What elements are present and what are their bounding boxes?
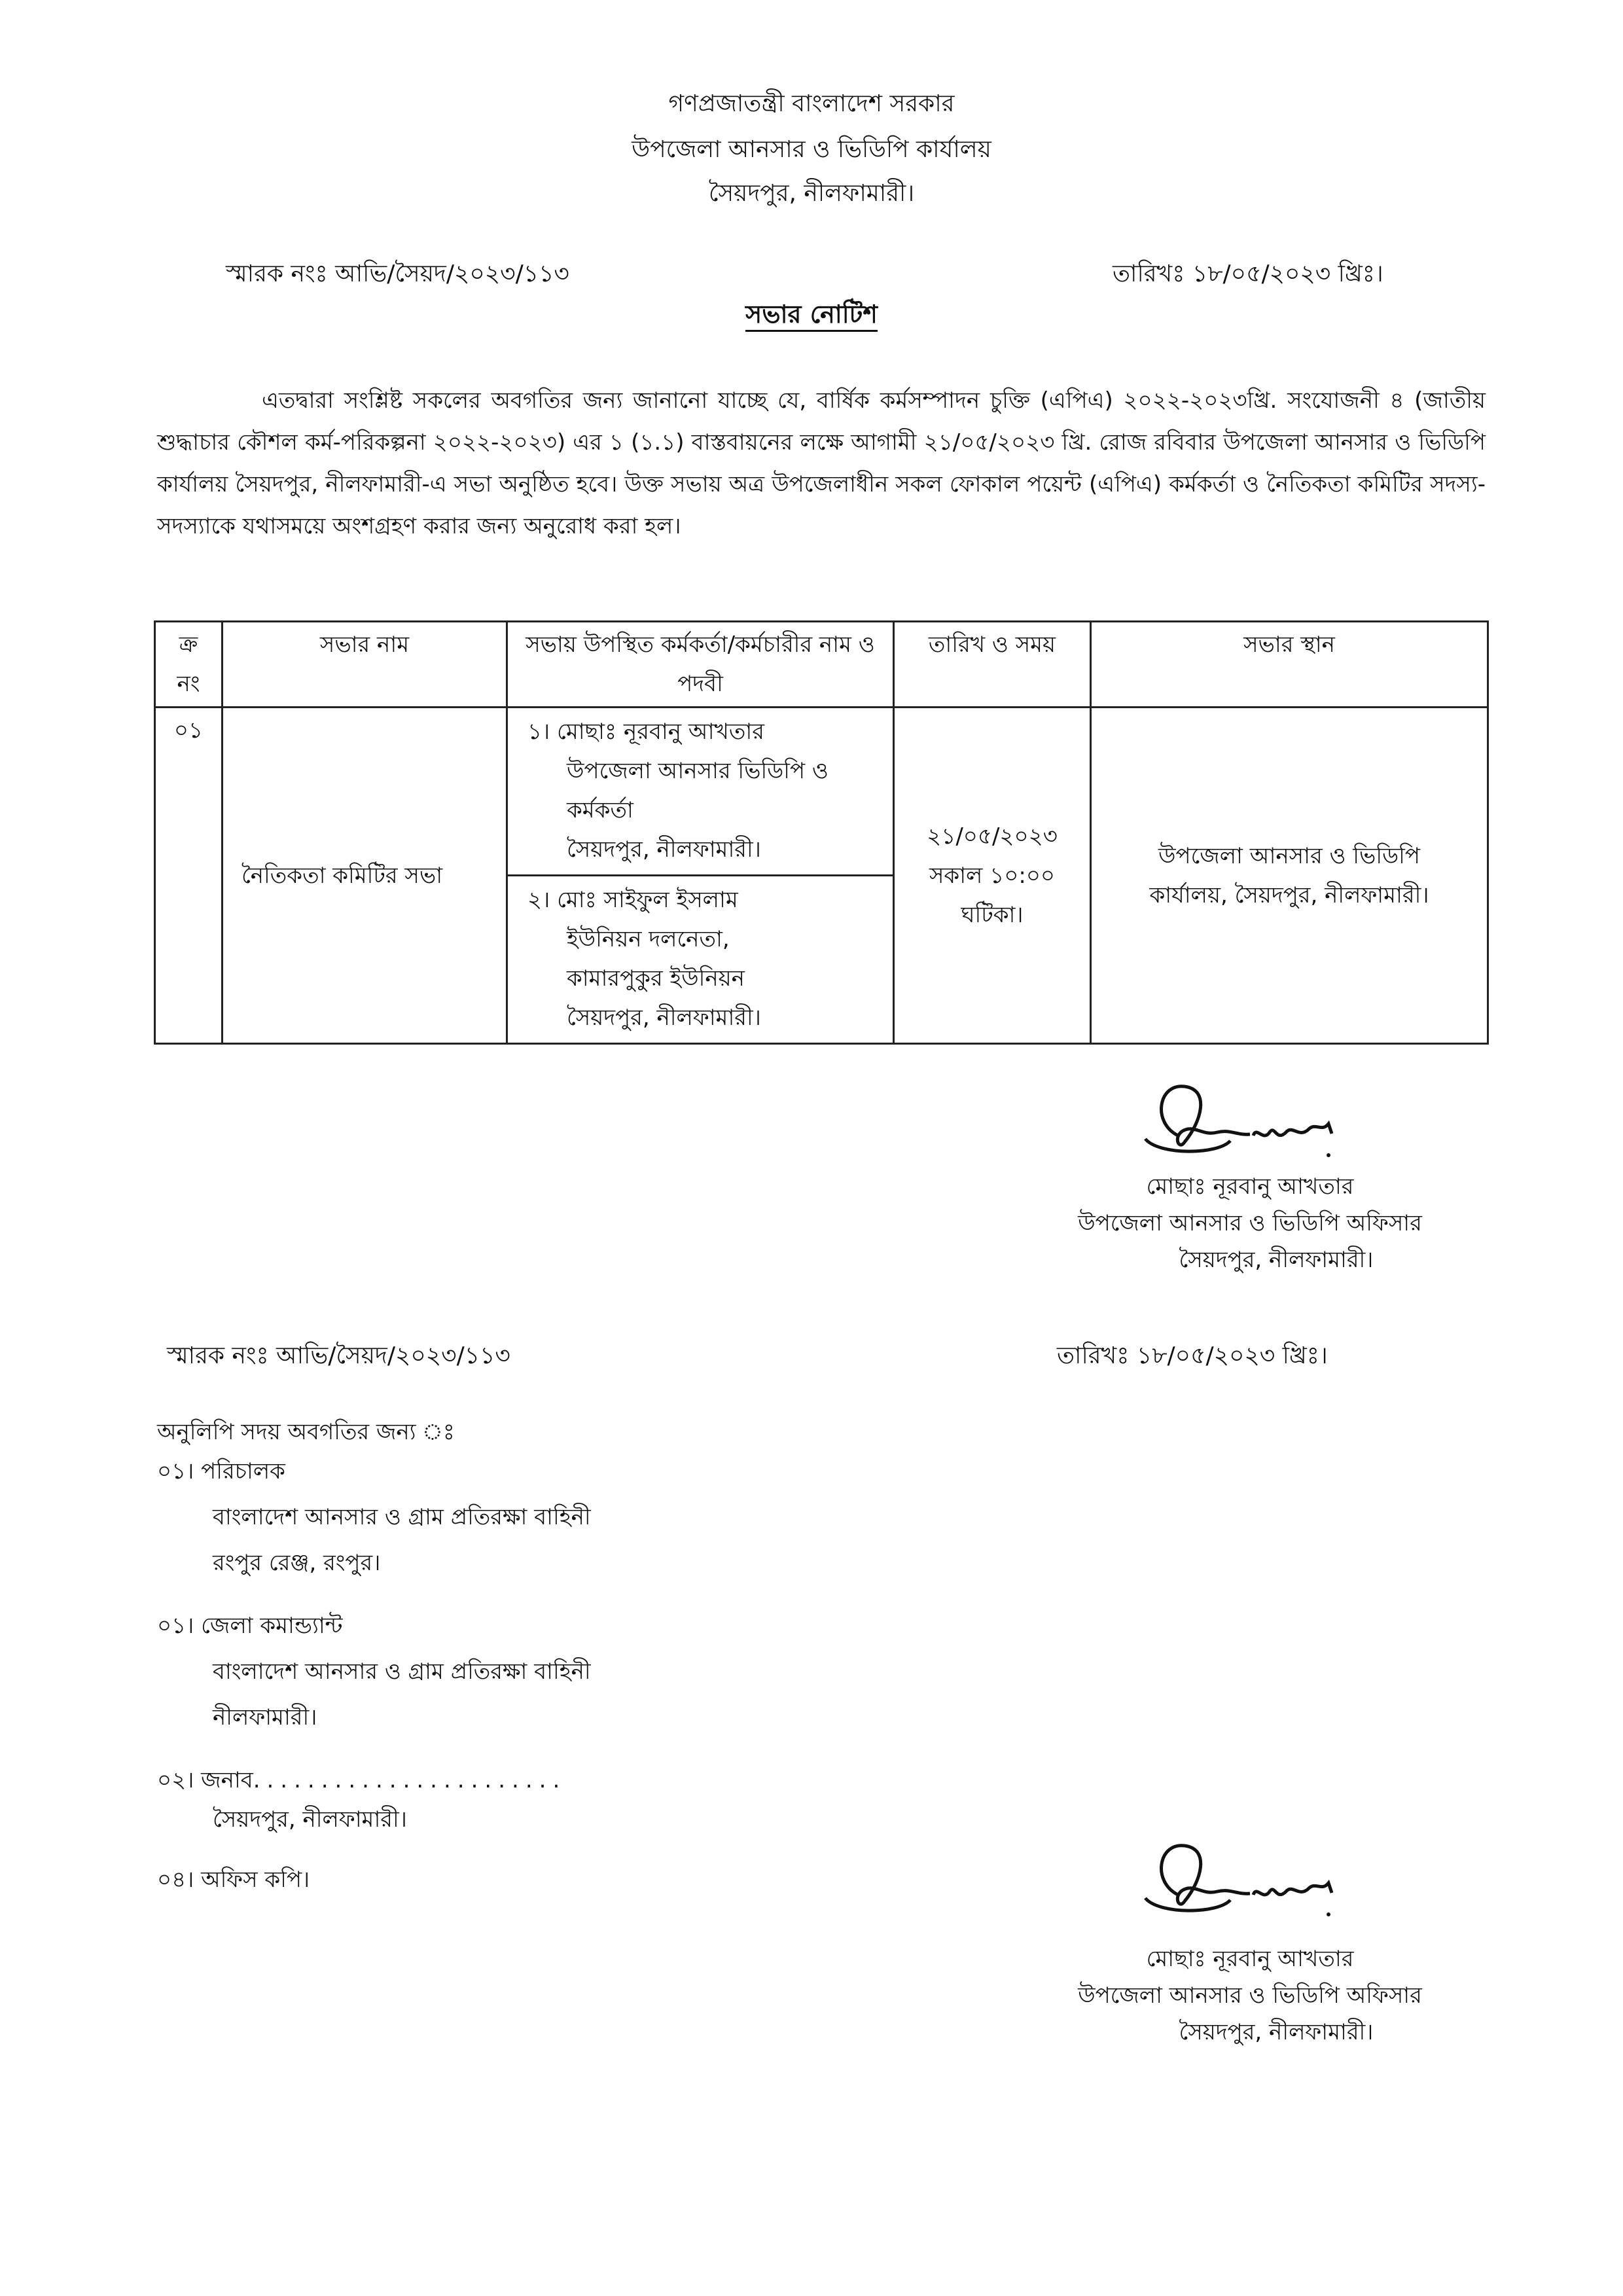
meeting-time: সকাল ১০:০০: [929, 862, 1056, 889]
copy-to-item: [157, 1762, 591, 1838]
meeting-date: ২১/০৫/২০২৩: [927, 823, 1058, 850]
attendee-entry: [508, 874, 893, 1043]
copy-to-recipient: ০১। জেলা কমান্ড্যান্ট: [157, 1613, 343, 1639]
attendee-entry: [508, 708, 893, 874]
signatory-location: সৈয়দপুর, নীলফামারী।: [1179, 2019, 1374, 2045]
cell-attendees: [507, 708, 894, 1044]
signature-block: [1021, 1070, 1479, 1278]
copy-to-blank-dots: .......................: [253, 1767, 567, 1793]
copy-to-address: সৈয়দপুর, নীলফামারী।: [213, 1806, 407, 1833]
copy-to-list: [157, 1414, 591, 1898]
header-date-time: তারিখ ও সময়: [894, 622, 1091, 708]
copy-to-recipient: [157, 1762, 591, 1799]
header-attendees: সভায় উপস্থিত কর্মকর্তা/কর্মচারীর নাম ও পদবী: [507, 622, 894, 708]
copy-to-org: বাংলাদেশ আনসার ও গ্রাম প্রতিরক্ষা বাহিনী: [213, 1504, 591, 1530]
cell-serial: ০১: [155, 708, 223, 1044]
copy-to-item: [157, 1607, 591, 1736]
notice-title-text: সভার নোটিশ: [745, 300, 878, 332]
signatory-name: মোছাঃ নূরবানু আখতার: [1146, 1174, 1354, 1200]
copy-to-address: রংপুর রেঞ্জ, রংপুর।: [213, 1550, 381, 1576]
signatory-designation: উপজেলা আনসার ও ভিডিপি অফিসার: [1078, 1210, 1422, 1236]
meeting-table: [154, 620, 1489, 1045]
copy-to-recipient-label: ০২। জনাব: [157, 1767, 253, 1793]
letterhead-office: উপজেলা আনসার ও ভিডিপি কার্যালয়: [632, 136, 991, 163]
copy-to-heading: অনুলিপি সদয় অবগতির জন্য ঃ: [157, 1419, 455, 1445]
memo-number: স্মারক নংঃ আভি/সৈয়দ/২০২৩/১১৩: [226, 260, 569, 287]
signature-block-copy: [1021, 1829, 1479, 2051]
attendee-location: সৈয়দপুর, নীলফামারী।: [567, 1005, 761, 1031]
memo-number-copy: স্মারক নংঃ আভি/সৈয়দ/২০২৩/১১৩: [167, 1342, 510, 1369]
attendee-designation: উপজেলা আনসার ভিডিপি ও: [567, 758, 829, 784]
signature-icon: [1139, 1829, 1361, 1928]
attendee-designation-cont: কর্মকর্তা: [567, 797, 633, 823]
cell-date-time: [894, 708, 1091, 1044]
attendee-location: সৈয়দপুর, নীলফামারী।: [567, 836, 761, 863]
notice-title: [0, 298, 1623, 331]
letterhead-location: সৈয়দপুর, নীলফামারী।: [708, 180, 915, 207]
header-venue: সভার স্থান: [1091, 622, 1488, 708]
cell-meeting-name: নৈতিকতা কমিটির সভা: [223, 708, 507, 1044]
copy-to-item: [157, 1453, 591, 1581]
attendee-union: কামারপুকুর ইউনিয়ন: [567, 965, 745, 992]
signatory-name: মোছাঃ নূরবানু আখতার: [1146, 1946, 1354, 1972]
table-header-row: [155, 622, 1488, 708]
memo-date: তারিখঃ ১৮/০৫/২০২৩ খ্রিঃ।: [1113, 260, 1383, 287]
copy-to-org: বাংলাদেশ আনসার ও গ্রাম প্রতিরক্ষা বাহিনী: [213, 1659, 591, 1685]
signatory-designation: উপজেলা আনসার ও ভিডিপি অফিসার: [1078, 1982, 1422, 2009]
cell-venue: উপজেলা আনসার ও ভিডিপি কার্যালয়, সৈয়দপুর, নীলফামারী।: [1091, 708, 1488, 1044]
copy-to-recipient: ০১। পরিচালক: [157, 1458, 285, 1484]
copy-to-recipient: ০৪। অফিস কপি।: [157, 1867, 310, 1893]
signature-icon: [1139, 1070, 1361, 1168]
header-meeting-name: সভার নাম: [223, 622, 507, 708]
table-row: [155, 708, 1488, 1044]
header-serial: ক্র নং: [155, 622, 223, 708]
copy-to-item: [157, 1861, 591, 1898]
memo-date-copy: তারিখঃ ১৮/০৫/২০২৩ খ্রিঃ।: [1057, 1342, 1328, 1369]
letterhead-government: গণপ্রজাতন্ত্রী বাংলাদেশ সরকার: [668, 90, 955, 117]
copy-to-address: নীলফামারী।: [213, 1704, 317, 1731]
attendee-name: ২। মোঃ সাইফুল ইসলাম: [527, 887, 738, 913]
signatory-location: সৈয়দপুর, নীলফামারী।: [1179, 1247, 1374, 1273]
notice-body: এতদ্বারা সংশ্লিষ্ট সকলের অবগতির জন্য জানানো যাচ্ছে যে, বার্ষিক কর্মসম্পাদন চুক্তি (এপিএ) ২০২২-২০২৩খ্রি. সংযোজনী ৪ (জাতীয় শুদ্ধাচার কৌশল কর্ম-পরিকল্পনা ২০২২-২০২৩) এর ১ (১.১) বাস্তবায়নের লক্ষে আগামী ২১/০৫/২০২৩ খ্রি. রোজ রবিবার উপজেলা আনসার ও ভিডিপি কার্যালয় সৈয়দপুর, নীলফামারী-এ সভা অনুষ্ঠিত হবে। উক্ত সভায় অত্র উপজেলাধীন সকল ফোকাল পয়েন্ট (এপিএ) কর্মকর্তা ও নৈতিকতা কমিটির সদস্য-সদস্যাকে যথাসময়ে অংশগ্রহণ করার জন্য অনুরোধ করা হল।: [157, 387, 1486, 539]
meeting-time-suffix: ঘটিকা।: [961, 901, 1024, 928]
attendee-name: ১। মোছাঃ নূরবানু আখতার: [527, 719, 764, 745]
attendee-designation: ইউনিয়ন দলনেতা,: [567, 926, 730, 952]
